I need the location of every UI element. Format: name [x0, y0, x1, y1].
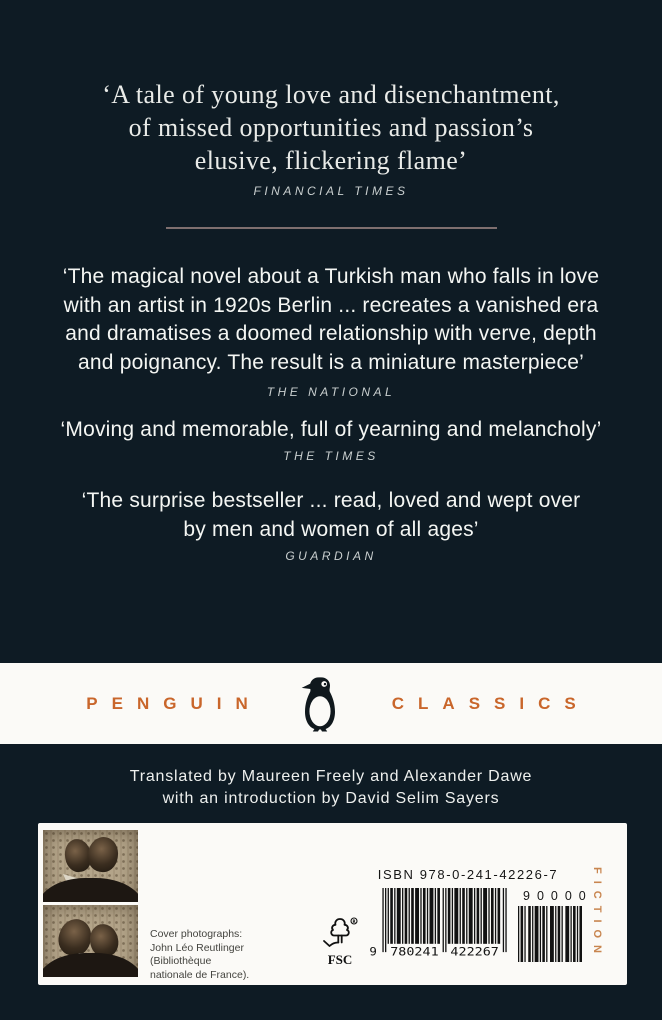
credit-line: with an introduction by David Selim Sayers	[162, 790, 500, 807]
price-code: 90000	[523, 889, 593, 903]
fsc-certification	[312, 916, 368, 968]
quote-line: with an artist in 1920s Berlin ... recreates a vanished era	[63, 293, 599, 317]
price-addon-barcode	[518, 906, 582, 962]
quote-line: elusive, flickering flame’	[194, 146, 468, 175]
photo-credit	[150, 928, 300, 982]
quote-source: THE NATIONAL	[266, 385, 396, 399]
quote-line: ‘A tale of young love and disenchantment,	[102, 80, 560, 109]
isbn-label: ISBN 978-0-241-42226-7	[377, 867, 559, 882]
photo-credit-line: Cover photographs:	[150, 928, 243, 940]
credit-line: Translated by Maureen Freely and Alexander Dawe	[129, 768, 533, 785]
fsc-label: FSC	[327, 952, 353, 967]
isbn-barcode	[368, 888, 508, 964]
photo-figure	[85, 835, 120, 874]
quote-source: GUARDIAN	[285, 549, 377, 563]
quote-source: FINANCIAL TIMES	[253, 184, 409, 198]
review-quote-financial-times	[0, 78, 662, 198]
barcode-digit: 9	[369, 945, 377, 959]
category-label-fiction: FICTION	[591, 867, 603, 960]
barcode-panel	[38, 823, 627, 985]
review-quote-the-national	[0, 263, 662, 399]
penguin-classics-band	[0, 663, 662, 744]
quote-line: and poignancy. The result is a miniature masterpiece’	[78, 350, 584, 374]
review-quote-guardian	[0, 487, 662, 563]
photo-credit-line: John Léo Reutlinger	[150, 941, 244, 954]
quote-line: and dramatises a doomed relationship with verve, depth	[65, 322, 597, 345]
translator-credits	[0, 766, 662, 810]
review-quote-the-times	[0, 416, 662, 463]
photo-shoulders	[43, 878, 138, 902]
photo-credit-line: (Bibliothèque	[150, 955, 212, 967]
barcode-digits-left: 780241	[390, 945, 439, 959]
photo-credit-line: nationale de France).	[150, 968, 250, 981]
quote-line: ‘Moving and memorable, full of yearning and melancholy’	[60, 418, 602, 441]
section-divider	[166, 227, 497, 229]
publisher-name-penguin: PENGUIN	[86, 693, 262, 713]
quote-line: ‘The magical novel about a Turkish man who falls in love	[62, 265, 600, 288]
quote-line: ‘The surprise bestseller ... read, loved and wept over	[81, 489, 581, 512]
quote-line: by men and women of all ages’	[183, 517, 479, 541]
publisher-name-classics: CLASSICS	[391, 693, 590, 713]
svg-text:R: R	[352, 919, 356, 924]
barcode-digits-right: 422267	[450, 945, 499, 959]
quote-source: THE TIMES	[283, 448, 379, 463]
penguin-logo-icon	[300, 676, 340, 732]
cover-photo-bottom	[43, 905, 138, 977]
fsc-icon	[318, 916, 362, 952]
quote-line: of missed opportunities and passion’s	[128, 113, 534, 142]
cover-photo-top	[43, 830, 138, 902]
photo-shoulders	[43, 953, 138, 977]
